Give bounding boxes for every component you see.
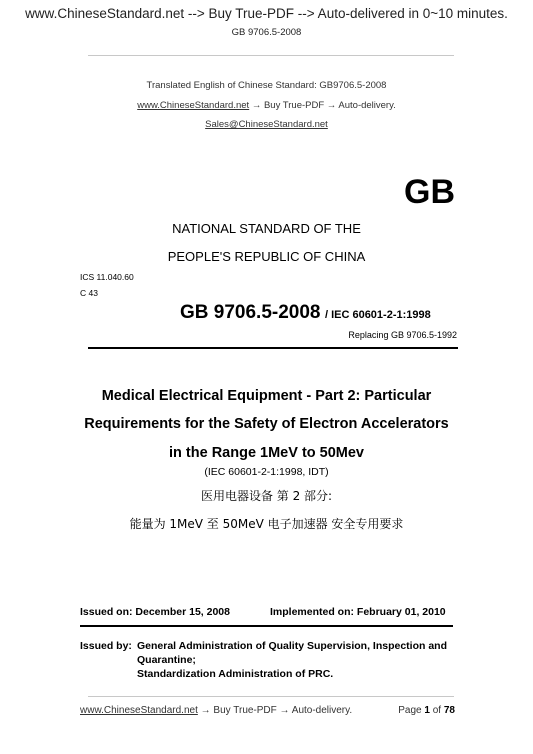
- page-indicator: [375, 705, 455, 716]
- translation-link-line: [0, 100, 533, 111]
- issued-by-label: Issued by:: [80, 640, 132, 652]
- footer-link-rest: → Buy True-PDF → Auto-delivery.: [197, 705, 353, 716]
- footer-website-link[interactable]: www.ChineseStandard.net: [80, 705, 198, 716]
- page-label: Page: [398, 705, 422, 716]
- issued-by-line1: General Administration of Quality Supervision, Inspection and: [137, 640, 447, 652]
- translation-note: Translated English of Chinese Standard: GB9706.5-2008: [146, 80, 387, 91]
- issued-by-line3: Standardization Administration of PRC.: [137, 668, 334, 680]
- email-line: [0, 119, 533, 130]
- gb-mark: GB: [404, 173, 455, 211]
- national-standard-line1: NATIONAL STANDARD OF THE: [172, 221, 361, 236]
- header-banner: www.ChineseStandard.net --> Buy True-PDF --> Auto-delivered in 0~10 minutes.: [25, 6, 508, 21]
- title-line2: Requirements for the Safety of Electron Accelerators: [84, 416, 449, 432]
- dates-divider: [80, 625, 453, 627]
- website-link[interactable]: www.ChineseStandard.net: [137, 100, 250, 111]
- issued-by-line2: Quarantine;: [137, 654, 196, 666]
- title-line3: in the Range 1MeV to 50Mev: [169, 445, 364, 461]
- implemented-on-date: Implemented on: February 01, 2010: [270, 606, 446, 618]
- header-divider: [88, 55, 454, 56]
- ics-code: ICS 11.040.60: [80, 272, 134, 282]
- header-doc-code: GB 9706.5-2008: [231, 27, 302, 38]
- title-line1: Medical Electrical Equipment - Part 2: Particular: [101, 388, 432, 404]
- ccs-code: C 43: [80, 288, 98, 298]
- standard-number: GB 9706.5-2008: [180, 302, 321, 323]
- of-label: of: [432, 705, 442, 716]
- translation-link-rest: → Buy True-PDF → Auto-delivery.: [249, 100, 396, 111]
- footer-divider: [88, 696, 454, 697]
- iec-reference: (IEC 60601-2-1:1998, IDT): [204, 466, 329, 478]
- page-total: 78: [443, 705, 455, 716]
- iec-equivalent: / IEC 60601-2-1:1998: [324, 309, 431, 321]
- title-divider: [88, 347, 458, 349]
- email-link[interactable]: Sales@ChineseStandard.net: [205, 119, 328, 130]
- issued-on-date: Issued on: December 15, 2008: [80, 606, 230, 618]
- national-standard-line2: PEOPLE'S REPUBLIC OF CHINA: [167, 249, 366, 264]
- replacing-note: Replacing GB 9706.5-1992: [348, 330, 457, 340]
- page-number: 1: [424, 705, 430, 716]
- chinese-title-line1: 医用电器设备 第 2 部分:: [200, 489, 333, 503]
- footer-link-line: [80, 705, 352, 716]
- chinese-title-line2: 能量为 1MeV 至 50MeV 电子加速器 安全专用要求: [129, 517, 404, 531]
- standard-number-line: [180, 302, 457, 324]
